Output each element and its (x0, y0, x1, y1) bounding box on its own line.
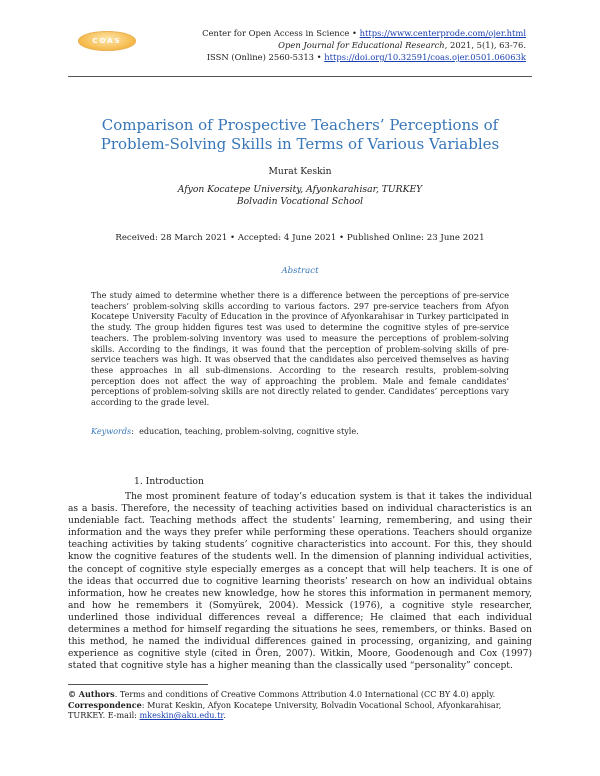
affiliation-line-1: Afyon Kocatepe University, Afyonkarahisar, TURKEY (177, 184, 423, 195)
email-link[interactable]: mkeskin@aku.edu.tr (139, 710, 224, 721)
title-line-1: Comparison of Prospective Teachers’ Perceptions of (101, 116, 499, 134)
keywords-list: education, teaching, problem-solving, cognitive style. (139, 426, 359, 436)
license-text: . Terms and conditions of Creative Commons Attribution 4.0 International (CC BY 4.0) apply. (114, 689, 496, 699)
keywords-label: Keywords (91, 426, 132, 436)
title-line-2: Problem-Solving Skills in Terms of Various Variables (100, 135, 500, 153)
issn: ISSN (Online) 2560-5313 (206, 52, 314, 62)
correspondence-text: : Murat Keskin, Afyon Kocatepe University, Bolvadin Vocational School, Afyonkarahisar, TURKEY. E-mail: (68, 699, 502, 721)
journal-citation: , 2021, 5(1), 63-76. (444, 40, 526, 50)
footer-end: . (223, 710, 226, 721)
header-divider (68, 76, 532, 77)
copyright-symbol: © (68, 689, 77, 699)
logo-text: COAS (92, 37, 122, 45)
abstract-text: The study aimed to determine whether there is a difference between the perceptions of pre-service teachers’ problem-solving skills according to various factors. 297 pre-service teachers from Afyon Kocatepe University Faculty of Education in the province of Afyonkarahisar in Turkey participated in the study. The group hidden figures test was used to determine the cognitive styles of pre-service teachers. The problem-solving inventory was used to measure the perceptions of problem-solving skills. According to the findings, it was found that the perception of problem-solving skills of pre-service teachers was high. It was observed that the candidates also perceived themselves as having these approaches in all sub-dimensions. According to the research results, problem-solving perception does not affect the way of approaching the problem. Male and female candidates’ perceptions of problem-solving skills are not directly related to gender. Candidates’ perceptions vary according to the grade level. (91, 290, 509, 408)
footer-notes (68, 689, 532, 721)
publisher-name: Center for Open Access in Science (202, 28, 350, 38)
correspondence-label: Correspondence (68, 699, 142, 710)
journal-url-link[interactable]: https://www.centerprode.com/ojer.html (359, 28, 526, 38)
journal-name: Open Journal for Educational Research (278, 40, 445, 50)
abstract-heading: Abstract (281, 266, 319, 276)
introduction-heading: 1. Introduction (134, 476, 204, 487)
article-title (60, 116, 540, 154)
keywords: Keywords: education, teaching, problem-solving, cognitive style. (91, 426, 359, 436)
journal-header: Center for Open Access in Science • https://www.centerprode.com/ojer.html Open Journal for Educational Research, 2021, 5(1), 63-76. ISSN (Online) 2560-5313 • https://doi.org/10.32591/coas.ojer.0501.06063k (202, 28, 526, 62)
doi-link[interactable]: https://doi.org/10.32591/coas.ojer.0501.06063k (324, 52, 526, 62)
publication-dates: Received: 28 March 2021 • Accepted: 4 June 2021 • Published Online: 23 June 2021 (115, 233, 485, 243)
coas-logo (78, 31, 136, 51)
affiliation-line-2: Bolvadin Vocational School (236, 196, 364, 207)
author-name: Murat Keskin (268, 166, 332, 177)
footer-divider (68, 684, 208, 685)
introduction-paragraph: The most prominent feature of today’s education system is that it takes the individual as a basis. Therefore, the necessity of teaching activities based on individual characteristics is an undeniable fact. Teaching methods affect the students’ learning, remembering, and using their information and the ways they prefer while performing these operations. Teachers should organize teaching activities by taking students’ cognitive characteristics into account. For this, they should know the cognitive features of the students well. In the dimension of planning individual activities, the concept of cognitive style especially emerges as a concept that will help teachers. It is one of the ideas that occurred due to cognitive learning theorists’ research on how an individual obtains information, how he creates new knowledge, how he stores this information in permanent memory, and how he remembers it (Somyürek, 2004). Messick (1976), a cognitive style researcher, underlined those individual differences reveal a difference; He claimed that each individual determines a method for himself regarding the situations he sees, remembers, or thinks. Based on this method, he named the individual differences gained in processing, organizing, and gaining experience as cognitive style (cited in Ören, 2007). Witkin, Moore, Goodenough and Cox (1997) stated that cognitive style has a higher meaning than the classically used “personality” concept. (68, 492, 532, 672)
affiliation (0, 184, 600, 208)
authors-label: Authors (78, 689, 115, 699)
